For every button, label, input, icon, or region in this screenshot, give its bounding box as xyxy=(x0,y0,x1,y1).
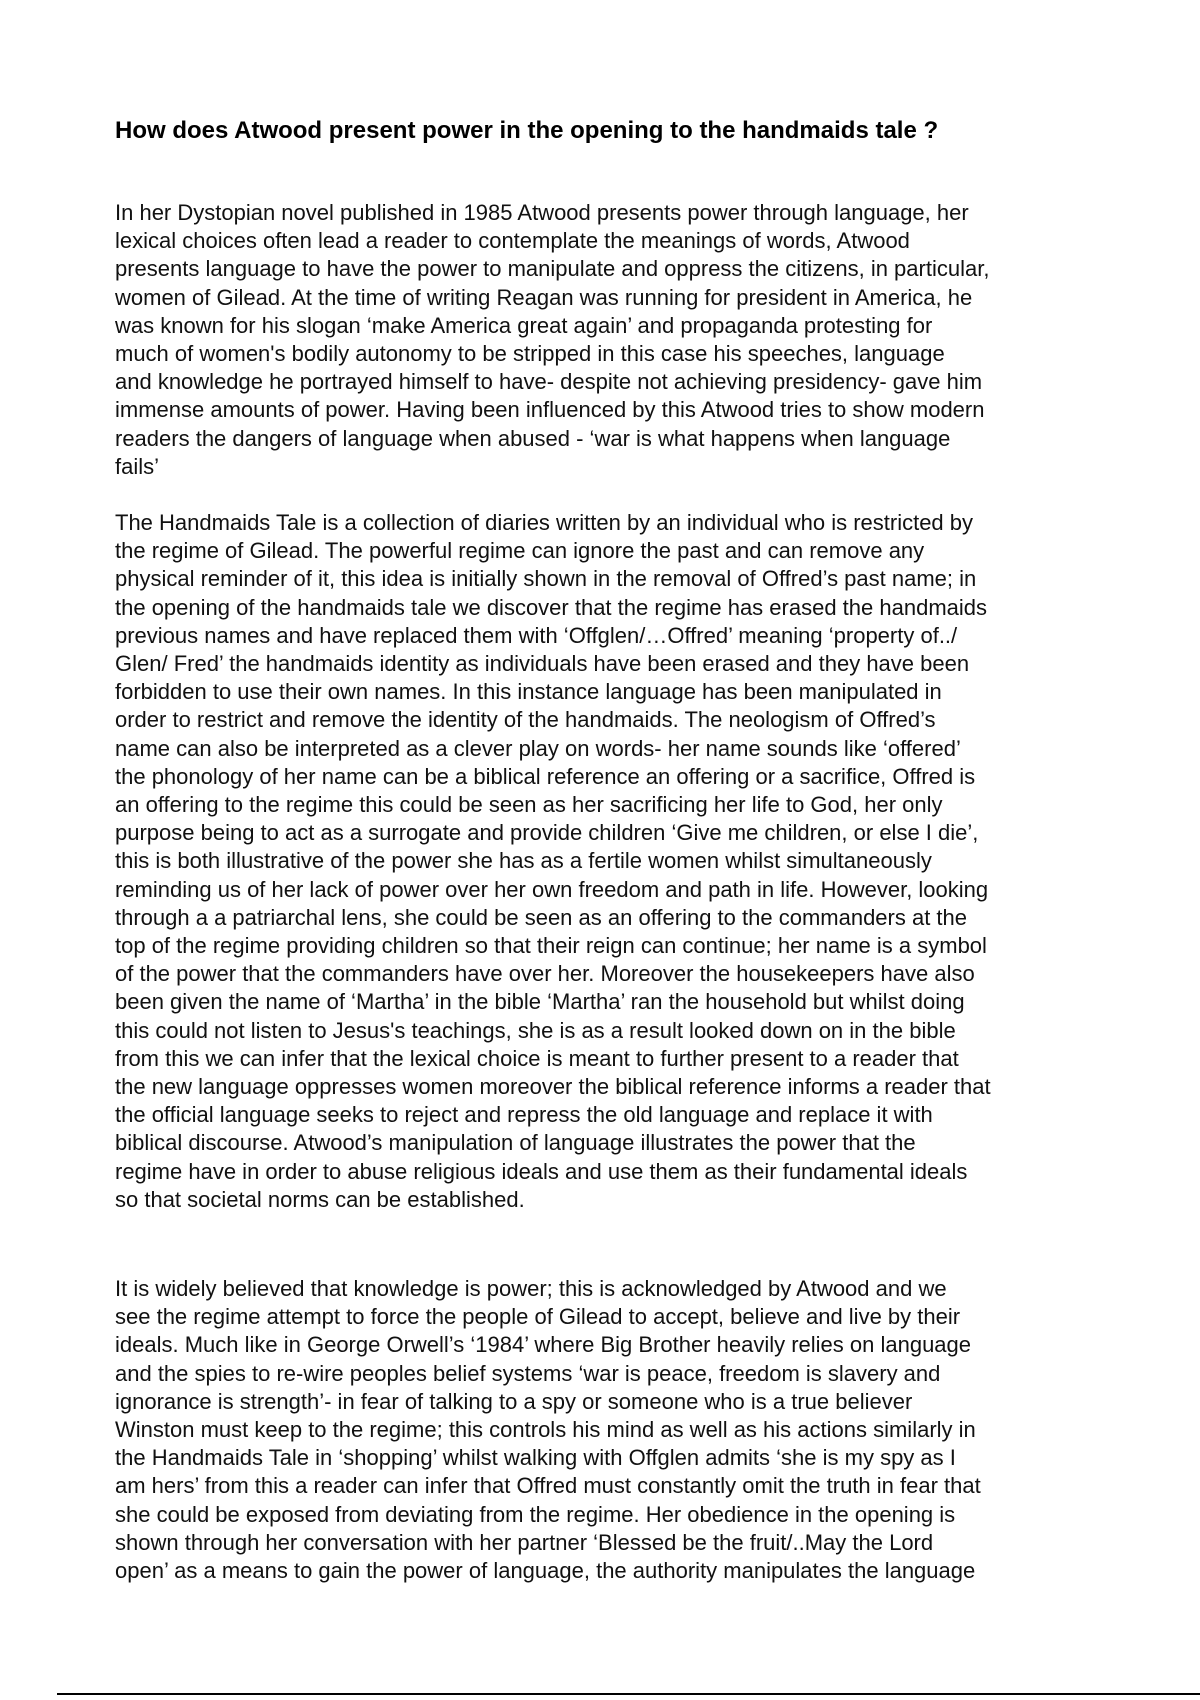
paragraph-line: presents language to have the power to manipulate and oppress the citizens, in particular, xyxy=(115,256,990,282)
paragraph-line: the opening of the handmaids tale we discover that the regime has erased the handmaids xyxy=(115,594,987,620)
paragraph-line: lexical choices often lead a reader to contemplate the meanings of words, Atwood xyxy=(115,228,910,254)
paragraph-line: shown through her conversation with her partner ‘Blessed be the fruit/..May the Lord xyxy=(115,1529,934,1555)
paragraph-line: been given the name of ‘Martha’ in the bible ‘Martha’ ran the household but whilst doing xyxy=(115,989,965,1015)
paragraph-2 xyxy=(115,509,1115,1214)
paragraph-line: fails’ xyxy=(115,453,160,479)
paragraph-line: open’ as a means to gain the power of language, the authority manipulates the language xyxy=(115,1558,976,1584)
paragraph-line: she could be exposed from deviating from the regime. Her obedience in the opening is xyxy=(115,1501,956,1527)
paragraph-line: women of Gilead. At the time of writing Reagan was running for president in America, he xyxy=(115,284,973,310)
paragraph-line: name can also be interpreted as a clever play on words- her name sounds like ‘offered’ xyxy=(115,735,961,761)
paragraph-line: top of the regime providing children so that their reign can continue; her name is a symbol xyxy=(115,933,987,959)
paragraph-line: through a a patriarchal lens, she could be seen as an offering to the commanders at the xyxy=(115,904,968,930)
paragraph-line: the new language oppresses women moreover the biblical reference informs a reader that xyxy=(115,1074,991,1100)
paragraph-line: It is widely believed that knowledge is power; this is acknowledged by Atwood and we xyxy=(115,1276,947,1301)
paragraph-line: see the regime attempt to force the people of Gilead to accept, believe and live by their xyxy=(115,1304,961,1330)
paragraph-line: purpose being to act as a surrogate and provide children ‘Give me children, or else I die’, xyxy=(115,820,979,846)
paragraph-3 xyxy=(115,1275,1115,1585)
paragraph-line: order to restrict and remove the identity of the handmaids. The neologism of Offred’s xyxy=(115,707,936,733)
paragraph-line: readers the dangers of language when abused - ‘war is what happens when language xyxy=(115,425,951,451)
footer-divider xyxy=(57,1693,1200,1695)
paragraph-line: and the spies to re-wire peoples belief systems ‘war is peace, freedom is slavery and xyxy=(115,1360,941,1386)
paragraph-line: physical reminder of it, this idea is initially shown in the removal of Offred’s past name; in xyxy=(115,566,977,592)
paragraph-1 xyxy=(115,199,1115,481)
paragraph-line: this is both illustrative of the power she has as a fertile women whilst simultaneously xyxy=(115,848,932,874)
paragraph-line: The Handmaids Tale is a collection of diaries written by an individual who is restricted by xyxy=(115,510,974,535)
paragraph-line: regime have in order to abuse religious ideals and use them as their fundamental ideals xyxy=(115,1158,968,1184)
paragraph-line: the regime of Gilead. The powerful regime can ignore the past and can remove any xyxy=(115,538,925,564)
paragraph-line: so that societal norms can be established. xyxy=(115,1186,525,1212)
paragraph-line: this could not listen to Jesus's teachings, she is as a result looked down on in the bible xyxy=(115,1017,956,1043)
paragraph-line: immense amounts of power. Having been influenced by this Atwood tries to show modern xyxy=(115,397,985,423)
paragraph-line: forbidden to use their own names. In this instance language has been manipulated in xyxy=(115,679,942,705)
essay-title: How does Atwood present power in the opening to the handmaids tale ? xyxy=(115,117,939,144)
paragraph-line: of the power that the commanders have over her. Moreover the housekeepers have also xyxy=(115,961,975,987)
paragraph-line: biblical discourse. Atwood’s manipulation of language illustrates the power that the xyxy=(115,1130,916,1156)
paragraph-line: was known for his slogan ‘make America great again’ and propaganda protesting for xyxy=(115,312,933,338)
paragraph-line: ignorance is strength’- in fear of talking to a spy or someone who is a true believer xyxy=(115,1388,913,1414)
paragraph-line: the Handmaids Tale in ‘shopping’ whilst walking with Offglen admits ‘she is my spy as I xyxy=(115,1445,956,1471)
paragraph-line: the phonology of her name can be a biblical reference an offering or a sacrifice, Offred is xyxy=(115,763,976,789)
paragraph-line: Winston must keep to the regime; this controls his mind as well as his actions similarly in xyxy=(115,1417,976,1443)
paragraph-line: Glen/ Fred’ the handmaids identity as individuals have been erased and they have been xyxy=(115,651,970,677)
paragraph-line: reminding us of her lack of power over her own freedom and path in life. However, looking xyxy=(115,876,989,902)
paragraph-line: the official language seeks to reject and repress the old language and replace it with xyxy=(115,1102,933,1128)
paragraph-line: and knowledge he portrayed himself to have- despite not achieving presidency- gave him xyxy=(115,369,983,395)
paragraph-line: much of women's bodily autonomy to be stripped in this case his speeches, language xyxy=(115,341,945,367)
paragraph-line: previous names and have replaced them with ‘Offglen/…Offred’ meaning ‘property of../ xyxy=(115,622,958,648)
paragraph-line: an offering to the regime this could be seen as her sacrificing her life to God, her only xyxy=(115,792,943,818)
paragraph-line: In her Dystopian novel published in 1985 Atwood presents power through language, her xyxy=(115,200,969,225)
paragraph-line: ideals. Much like in George Orwell’s ‘1984’ where Big Brother heavily relies on language xyxy=(115,1332,972,1358)
paragraph-line: am hers’ from this a reader can infer that Offred must constantly omit the truth in fear that xyxy=(115,1473,981,1499)
paragraph-line: from this we can infer that the lexical choice is meant to further present to a reader that xyxy=(115,1045,959,1071)
